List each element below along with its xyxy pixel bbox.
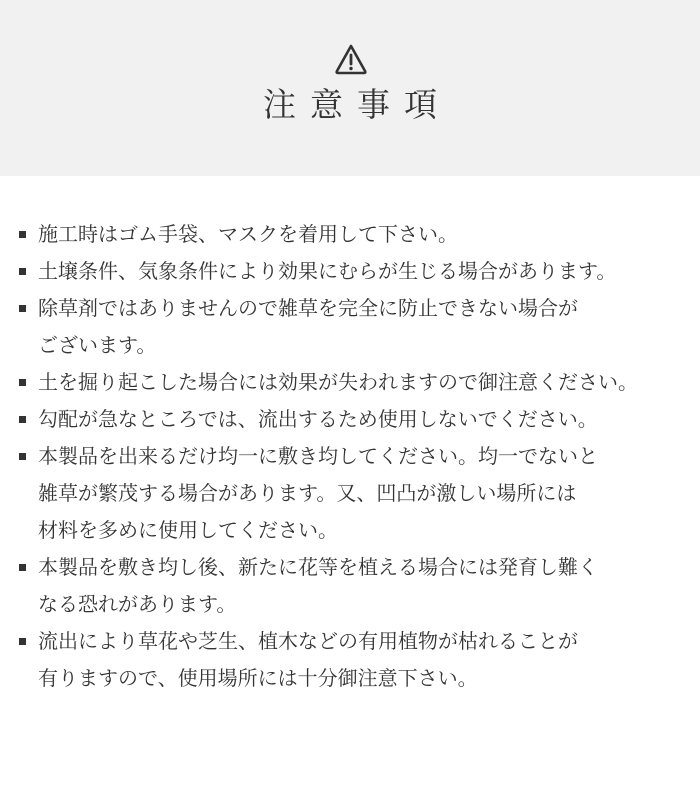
square-bullet-icon [19, 416, 26, 423]
note-item [0, 401, 700, 438]
note-line: なる恐れがあります。 [38, 592, 237, 616]
note-item [0, 623, 700, 697]
note-line: 材料を多めに使用してください。 [38, 518, 338, 542]
note-line: 土を掘り起こした場合には効果が失われますので御注意ください。 [38, 370, 638, 394]
square-bullet-icon [19, 231, 26, 238]
note-item [0, 364, 700, 401]
note-line: 本製品を出来るだけ均一に敷き均してください。均一でないと [38, 444, 598, 468]
square-bullet-icon [19, 379, 26, 386]
note-line: 施工時はゴム手袋、マスクを着用して下さい。 [38, 222, 458, 246]
note-line: ございます。 [38, 333, 157, 357]
warning-triangle-icon [334, 43, 368, 75]
note-line: 除草剤ではありませんので雑草を完全に防止できない場合が [38, 296, 578, 320]
square-bullet-icon [19, 453, 26, 460]
note-item [0, 290, 700, 364]
note-item [0, 253, 700, 290]
note-line: 流出により草花や芝生、植木などの有用植物が枯れることが [38, 629, 578, 653]
note-line: 有りますので、使用場所には十分御注意下さい。 [38, 666, 478, 690]
header [0, 0, 700, 176]
square-bullet-icon [19, 638, 26, 645]
note-line: 勾配が急なところでは、流出するため使用しないでください。 [38, 407, 598, 431]
notes-list [0, 216, 700, 697]
square-bullet-icon [19, 564, 26, 571]
note-line: 本製品を敷き均し後、新たに花等を植える場合には発育し難く [38, 555, 598, 579]
square-bullet-icon [19, 305, 26, 312]
page-title: 注意事項 [263, 85, 451, 124]
note-item [0, 438, 700, 549]
note-item [0, 549, 700, 623]
note-line: 雑草が繁茂する場合があります。又、凹凸が激しい場所には [38, 481, 577, 505]
note-item [0, 216, 700, 253]
square-bullet-icon [19, 268, 26, 275]
note-line: 土壌条件、気象条件により効果にむらが生じる場合があります。 [38, 259, 617, 283]
